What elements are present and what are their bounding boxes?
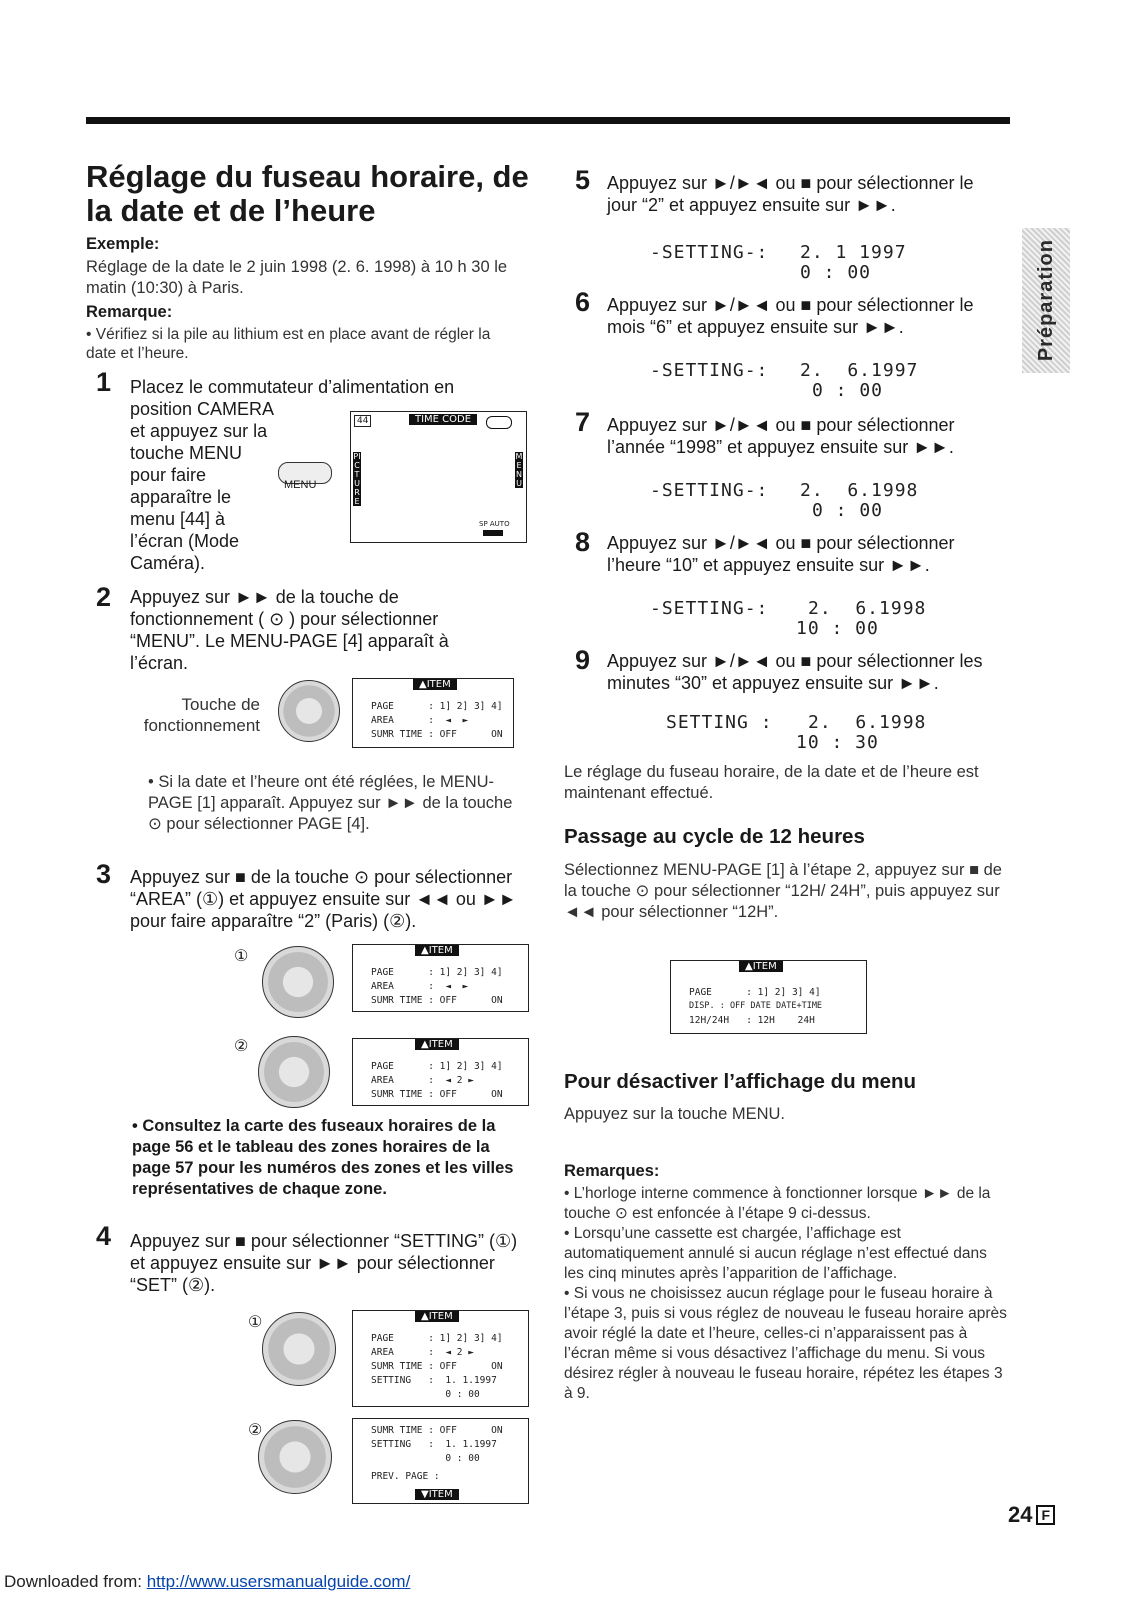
page-row: PAGE : 1] 2] 3] 4] — [689, 987, 821, 998]
item-bar: ▲ITEM — [413, 679, 457, 690]
display-9-time: 10 : 30 — [796, 732, 879, 753]
setting-row: SETTING : 1. 1.1997 — [371, 1375, 497, 1386]
control-dial-icon-4a — [262, 1312, 336, 1386]
step-2-number: 2 — [96, 582, 112, 612]
step-8-text: Appuyez sur ►/►◄ ou ■ pour sélectionner l’heure “10” et appuyez ensuite sur ►►. — [607, 533, 955, 575]
item-bar: ▲ITEM — [739, 961, 783, 972]
item-bar: ▲ITEM — [415, 1311, 459, 1322]
display-6-label: -SETTING-: — [650, 360, 769, 381]
sumr-row: SUMR TIME : OFF ON — [371, 1425, 503, 1436]
sumr-row: SUMR TIME : OFF ON — [371, 995, 503, 1006]
sumr-row: SUMR TIME : OFF ON — [371, 729, 503, 740]
display-6-time: 0 : 00 — [812, 380, 884, 401]
step-4-number: 4 — [96, 1221, 112, 1251]
setting-screen-1 — [352, 1310, 529, 1407]
display-8-time: 10 : 00 — [796, 618, 879, 639]
battery-icon — [483, 530, 503, 536]
display-5-date: 2. 1 1997 — [800, 242, 907, 263]
display-7-label: -SETTING-: — [650, 480, 769, 501]
step-4-text: Appuyez sur ■ pour sélectionner “SETTING” (①) et appuyez ensuite sur ►► pour sélectionner “SET” (②). — [130, 1231, 518, 1295]
display-8-label: -SETTING-: — [650, 598, 769, 619]
step-6-text: Appuyez sur ►/►◄ ou ■ pour sélectionner le mois “6” et appuyez ensuite sur ►►. — [607, 295, 974, 337]
area-row: AREA : ◄ 2 ► — [371, 1075, 474, 1086]
step-6-number: 6 — [575, 287, 591, 317]
page-number — [1008, 1502, 1055, 1528]
control-dial-icon-4b — [258, 1420, 332, 1494]
display-8-date: 2. 6.1998 — [808, 598, 927, 619]
section-12h-text: Sélectionnez MENU-PAGE [1] à l’étape 2, appuyez sur ■ de la touche ⊙ pour sélectionner “12H/ 24H”, puis appuyez sur ◄◄ pour sélectionner “12H”. — [564, 861, 1002, 921]
setting-row: SETTING : 1. 1.1997 — [371, 1439, 497, 1450]
page-row: PAGE : 1] 2] 3] 4] — [371, 1061, 503, 1072]
display-6-date: 2. 6.1997 — [800, 360, 919, 381]
footer-prefix: Downloaded from: — [4, 1572, 147, 1591]
circle-1-label: ① — [248, 1314, 263, 1331]
sumr-row: SUMR TIME : OFF ON — [371, 1089, 503, 1100]
control-dial-icon — [278, 680, 340, 742]
12h-screen — [670, 960, 867, 1034]
display-9-label: SETTING : — [666, 712, 773, 733]
picture-tab: PICTURE — [353, 452, 361, 506]
step-2-note: • Si la date et l’heure ont été réglées, le MENU-PAGE [1] apparaît. Appuyez sur ►► de la touche ⊙ pour sélectionner PAGE [4]. — [148, 773, 513, 833]
area-screen-2 — [352, 1038, 529, 1106]
disp-row: DISP. : OFF DATE DATE+TIME — [689, 1001, 823, 1011]
remark-item-1: • L’horloge interne commence à fonctionner lorsque ►► de la touche ⊙ est enfoncée à l’étape 9 ci-dessus. — [564, 1185, 991, 1222]
remark-label: Remarque: — [86, 303, 173, 321]
section-12h-heading: Passage au cycle de 12 heures — [564, 825, 865, 848]
side-tab-label: Préparation — [1034, 239, 1057, 362]
remarks-label: Remarques: — [564, 1162, 660, 1180]
section-side-tab — [1022, 228, 1070, 373]
page-title: Réglage du fuseau horaire, de la date et de l’heure — [86, 159, 529, 228]
done-text: Le réglage du fuseau horaire, de la date et de l’heure est maintenant effectué. — [564, 763, 979, 802]
control-dial-icon-3b — [258, 1036, 330, 1108]
step-2-text: Appuyez sur ►► de la touche de fonctionnement ( ⊙ ) pour sélectionner “MENU”. Le MENU-PAGE [4] apparaît à l’écran. — [130, 587, 449, 673]
step-9-number: 9 — [575, 645, 591, 675]
page-row: PAGE : 1] 2] 3] 4] — [371, 701, 503, 712]
area-row: AREA : ◄ ► — [371, 981, 469, 992]
12h-24h-row: 12H/24H : 12H 24H — [689, 1015, 815, 1026]
step-5-number: 5 — [575, 165, 591, 195]
step-7-text: Appuyez sur ►/►◄ ou ■ pour sélectionner l’année “1998” et appuyez ensuite sur ►►. — [607, 415, 955, 457]
footer-link[interactable]: http://www.usersmanualguide.com/ — [146, 1572, 411, 1591]
example-label: Exemple: — [86, 235, 160, 253]
circle-2-label: ② — [248, 1422, 263, 1439]
timecode-bar: TIME CODE — [409, 414, 477, 425]
touche-label: Touche de fonctionnement — [143, 695, 260, 735]
area-screen-1 — [352, 944, 529, 1012]
page-row: PAGE : 1] 2] 3] 4] — [371, 1333, 503, 1344]
display-5-time: 0 : 00 — [800, 262, 872, 283]
step-3-number: 3 — [96, 859, 112, 889]
camera-screen — [350, 411, 527, 543]
item-bar: ▲ITEM — [415, 945, 459, 956]
item-bar: ▲ITEM — [415, 1039, 459, 1050]
item-down-bar: ▼ITEM — [415, 1489, 459, 1500]
cassette-icon — [486, 416, 512, 429]
header-rule — [86, 117, 1010, 124]
time-row: 0 : 00 — [371, 1453, 480, 1464]
step-5-text: Appuyez sur ►/►◄ ou ■ pour sélectionner le jour “2” et appuyez ensuite sur ►►. — [607, 173, 974, 215]
step-9-text: Appuyez sur ►/►◄ ou ■ pour sélectionner les minutes “30” et appuyez ensuite sur ►►. — [607, 651, 983, 693]
step-1-number: 1 — [96, 367, 112, 397]
step-3-text: Appuyez sur ■ de la touche ⊙ pour sélectionner “AREA” (①) et appuyez ensuite sur ◄◄ ou ►► pour faire apparaître “2” (Paris) (②). — [130, 867, 517, 931]
sumr-row: SUMR TIME : OFF ON — [371, 1361, 503, 1372]
display-7-time: 0 : 00 — [812, 500, 884, 521]
menu-tag: 44 — [354, 415, 371, 427]
display-9-date: 2. 6.1998 — [808, 712, 927, 733]
remarks-list — [564, 1184, 1010, 1404]
circle-2-label: ② — [234, 1038, 249, 1055]
step-1-line1: Placez le commutateur d’alimentation en — [130, 377, 455, 397]
language-badge: F — [1036, 1505, 1055, 1525]
display-7-date: 2. 6.1998 — [800, 480, 919, 501]
section-menu-off-heading: Pour désactiver l’affichage du menu — [564, 1070, 917, 1093]
menu-tab: MENU — [515, 452, 523, 488]
remark-text: • Vérifiez si la pile au lithium est en place avant de régler la date et l’heure. — [86, 326, 491, 362]
step-7-number: 7 — [575, 407, 591, 437]
display-5-label: -SETTING-: — [650, 242, 769, 263]
example-text: Réglage de la date le 2 juin 1998 (2. 6. 1998) à 10 h 30 le matin (10:30) à Paris. — [86, 258, 508, 297]
remark-item-3: • Si vous ne choisissez aucun réglage pour le fuseau horaire à l’étape 3, puis si vous réglez de nouveau le fuseau horaire après avoir réglé la date et l’heure, celles-ci n’apparaissent pas à l’écran même si vous désactivez l’affichage du menu. Si vous désirez régler à nouveau le fuseau horaire, répétez les étapes 3 à 9. — [564, 1285, 1007, 1402]
setting-screen-2 — [352, 1418, 529, 1504]
control-dial-icon-3a — [262, 946, 334, 1018]
page-row: PAGE : 1] 2] 3] 4] — [371, 967, 503, 978]
circle-1-label: ① — [234, 948, 249, 965]
area-row: AREA : ◄ 2 ► — [371, 1347, 474, 1358]
sp-auto-label: SP AUTO — [479, 520, 510, 528]
menu-button-label: MENU — [284, 479, 317, 491]
remark-item-2: • Lorsqu’une cassette est chargée, l’affichage est automatiquement annulé si aucun réglage n’est effectué dans les cinq minutes après l’apparition de l’affichage. — [564, 1225, 987, 1282]
download-footer — [4, 1572, 410, 1592]
area-row: AREA : ◄ ► — [371, 715, 469, 726]
menu-page-screen — [352, 678, 514, 748]
page-number-value: 24 — [1008, 1502, 1033, 1527]
section-menu-off-text: Appuyez sur la touche MENU. — [564, 1105, 786, 1123]
prev-page-row: PREV. PAGE : — [371, 1471, 440, 1482]
time-row: 0 : 00 — [371, 1389, 480, 1400]
step-3-note: • Consultez la carte des fuseaux horaires de la page 56 et le tableau des zones horaires de la page 57 pour les numéros des zones et les villes représentatives de chaque zone. — [132, 1117, 514, 1198]
step-8-number: 8 — [575, 527, 591, 557]
step-1-text: position CAMERA et appuyez sur la touche MENU pour faire apparaître le menu [44] à l’écran (Mode Caméra). — [130, 399, 274, 573]
